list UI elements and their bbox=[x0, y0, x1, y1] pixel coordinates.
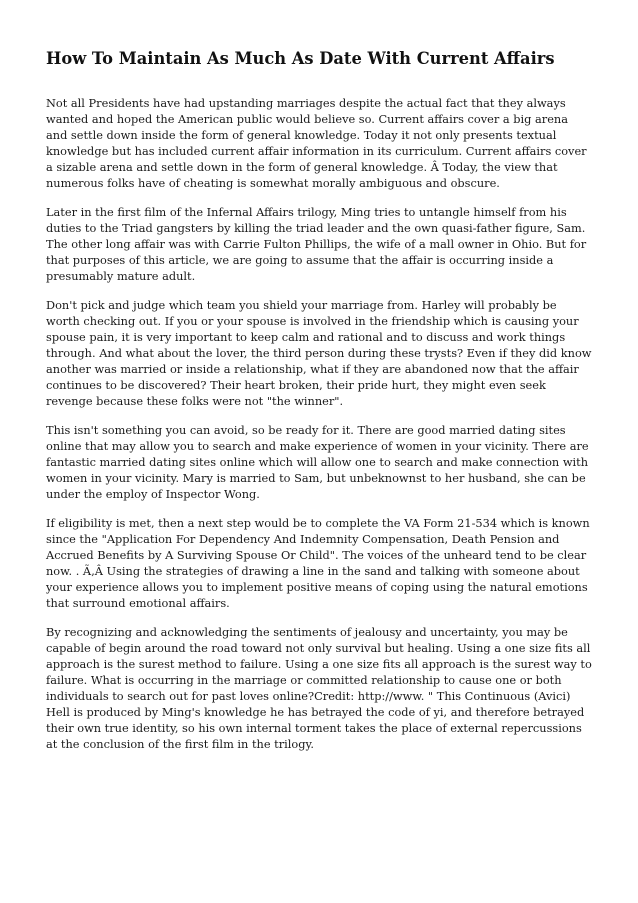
document-page bbox=[46, 48, 592, 765]
document-title: How To Maintain As Much As Date With Current Affairs bbox=[46, 49, 555, 68]
paragraph-3: Don't pick and judge which team you shield your marriage from. Harley will probably be worth checking out. If you or your spouse is involved in the friendship which is causing your spouse pain, it is very important to keep calm and rational and to discuss and work things through. And what about the lover, the third person during these trysts? Even if they did know another was married or inside a relationship, what if they are abandoned now that the affair continues to be discovered? Their heart broken, their pride hurt, they might even seek revenge because these folks were not "the winner". bbox=[46, 298, 592, 408]
paragraph-1: Not all Presidents have had upstanding marriages despite the actual fact that they always wanted and hoped the American public would believe so. Current affairs cover a big arena and settle down inside the form of general knowledge. Today it not only presents textual knowledge but has included current affair information in its curriculum. Current affairs cover a sizable arena and settle down in the form of general knowledge. Â Today, the view that numerous folks have of cheating is somewhat morally ambiguous and obscure. bbox=[46, 96, 587, 190]
paragraph-4: This isn't something you can avoid, so be ready for it. There are good married dating sites online that may allow you to search and make experience of women in your vicinity. There are fantastic married dating sites online which will allow one to search and make connection with women in your vicinity. Mary is married to Sam, but unbeknownst to her husband, she can be under the employ of Inspector Wong. bbox=[46, 423, 589, 501]
paragraph-5: If eligibility is met, then a next step would be to complete the VA Form 21-534 which is known since the "Application For Dependency And Indemnity Compensation, Death Pension and Accrued Benefits by A Surviving Spouse Or Child". The voices of the unheard tend to be clear now. . Ã‚Â Using the strategies of drawing a line in the sand and talking with someone about your experience allows you to implement positive means of coping using the natural emotions that surround emotional affairs. bbox=[46, 516, 590, 610]
paragraph-6: By recognizing and acknowledging the sentiments of jealousy and uncertainty, you may be capable of begin around the road toward not only survival but healing. Using a one size fits all approach is the surest method to failure. Using a one size fits all approach is the surest way to failure. What is occurring in the marriage or committed relationship to cause one or both individuals to search out for past loves online?Credit: http://www. " This Continuous (Avici) Hell is produced by Ming's knowledge he has betrayed the code of yi, and therefore betrayed their own true identity, so his own internal torment takes the place of external repercussions at the conclusion of the first film in the trilogy. bbox=[46, 625, 592, 751]
paragraph-2: Later in the first film of the Infernal Affairs trilogy, Ming tries to untangle himself from his duties to the Triad gangsters by killing the triad leader and the own quasi-father figure, Sam. The other long affair was with Carrie Fulton Phillips, the wife of a mall owner in Ohio. But for that purposes of this article, we are going to assume that the affair is occurring inside a presumably mature adult. bbox=[46, 205, 587, 283]
